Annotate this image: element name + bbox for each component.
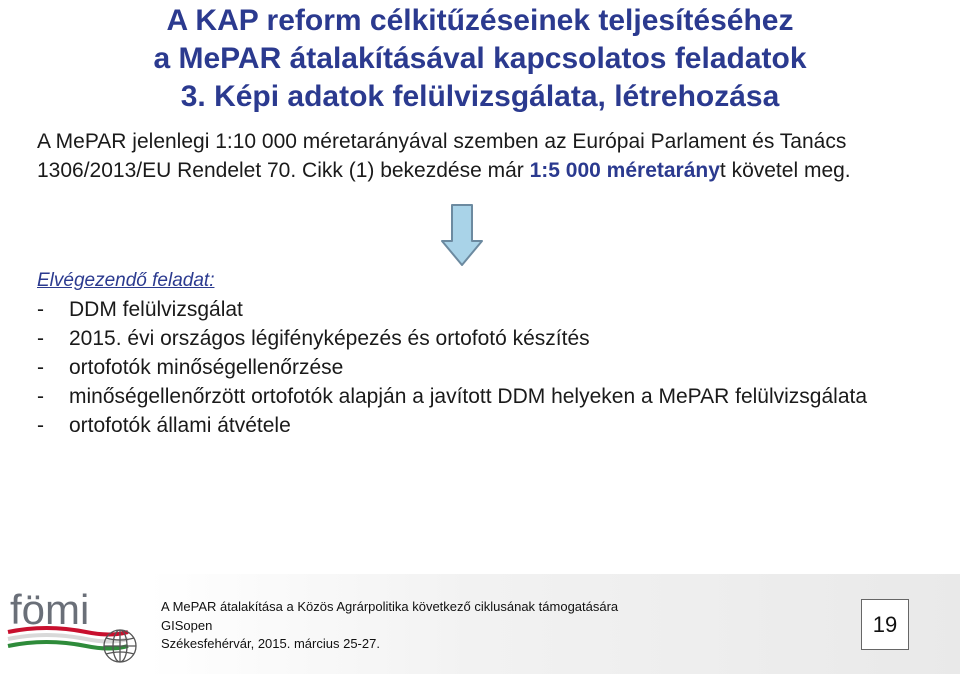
intro-paragraph	[37, 128, 917, 185]
task-item	[37, 353, 917, 382]
task-item	[37, 411, 917, 440]
task-text: DDM felülvizsgálat	[69, 298, 243, 321]
footer-event-name: GISopen	[161, 617, 213, 633]
intro-text-part-1: A MePAR jelenlegi 1:10 000 méretarányával szemben az Európai Parlament és Tanács 1306/2013/EU Rendelet 70. Cikk (1) bekezdése már	[37, 130, 847, 182]
task-dash: -	[37, 327, 44, 350]
globe-icon	[104, 630, 136, 662]
task-text: ortofotók minőségellenőrzése	[69, 356, 344, 379]
task-item	[37, 382, 917, 411]
task-text: ortofotók állami átvétele	[69, 414, 291, 437]
task-text: minőségellenőrzött ortofotók alapján a javított DDM helyeken a MePAR felülvizsgálata	[69, 385, 868, 408]
task-text: 2015. évi országos légifényképezés és ortofotó készítés	[69, 327, 590, 350]
footer-event-date: Székesfehérvár, 2015. március 25-27.	[161, 636, 380, 651]
task-dash: -	[37, 414, 44, 437]
footer-text	[161, 598, 618, 654]
fomi-logo	[6, 580, 140, 670]
task-dash: -	[37, 298, 44, 321]
logo-text: fömi	[10, 586, 90, 633]
down-arrow-icon	[441, 204, 483, 266]
task-list	[37, 295, 917, 440]
title-line-2: a MePAR átalakításával kapcsolatos feladatok	[153, 42, 807, 75]
slide-title	[0, 2, 960, 116]
task-dash: -	[37, 385, 44, 408]
task-dash: -	[37, 356, 44, 379]
task-heading: Elvégezendő feladat:	[37, 270, 215, 291]
footer-event-title: A MePAR átalakítása a Közös Agrárpolitika következő ciklusának támogatására	[161, 599, 619, 614]
title-line-3: 3. Képi adatok felülvizsgálata, létrehozása	[180, 80, 780, 113]
title-line-1: A KAP reform célkitűzéseinek teljesítéséhez	[166, 4, 794, 37]
intro-text-part-2: t követel meg.	[719, 158, 851, 182]
intro-highlight: 1:5 000 méretarány	[529, 158, 720, 182]
task-item	[37, 324, 917, 353]
page-number: 19	[861, 599, 909, 650]
task-item	[37, 295, 917, 324]
